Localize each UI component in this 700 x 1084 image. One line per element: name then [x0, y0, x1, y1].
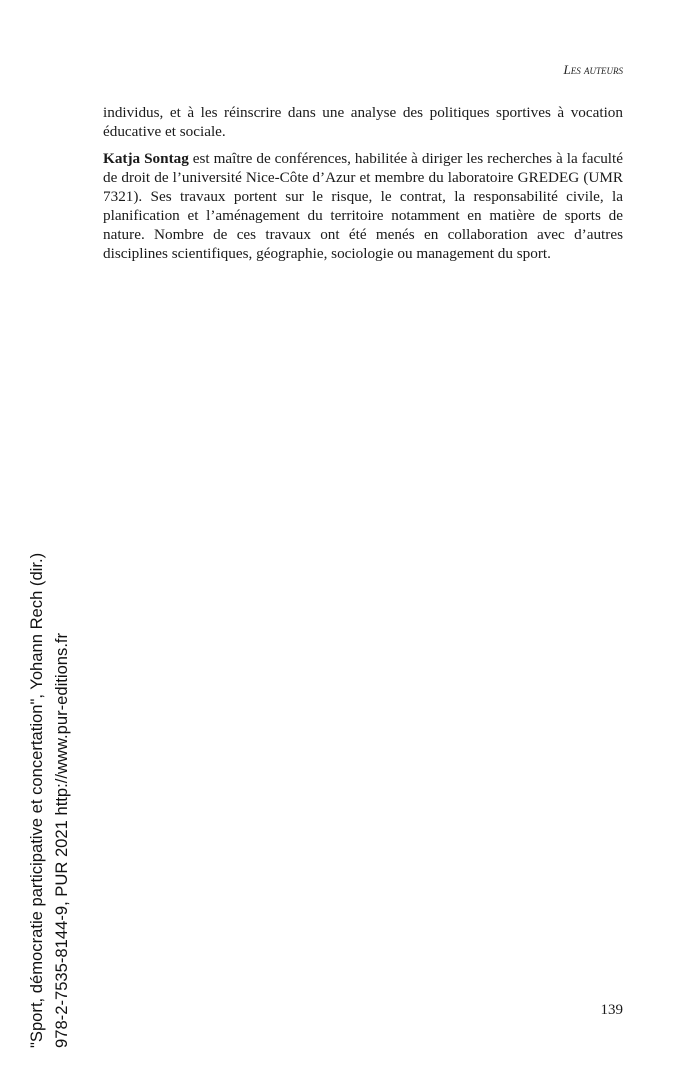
paragraph-1: individus, et à les réinscrire dans une analyse des politiques sportives à vocation éducative et sociale.	[103, 104, 623, 140]
running-head: Les auteurs	[563, 62, 623, 77]
paragraph-2	[103, 149, 623, 263]
author-name: Katja Sontag	[103, 150, 189, 167]
author-bio: est maître de conférences, habilitée à diriger les recherches à la faculté de droit de l’université Nice-Côte d’Azur et membre du laboratoire GREDEG (UMR 7321). Ses travaux portent sur le risque, le contrat, la responsabilité civile, la planification et l’aménagement du territoire notamment en matière de sports de nature. Nombre de ces travaux ont été menés en collaboration avec d’autres disciplines scientifiques, géographie, sociologie ou management du sport.	[103, 150, 623, 262]
page-number: 139	[600, 1002, 623, 1018]
watermark-line-1: "Sport, démocratie participative et concertation", Yohann Rech (dir.)	[27, 552, 46, 1048]
watermark-line-2: 978-2-7535-8144-9, PUR 2021 http://www.pur-editions.fr	[52, 632, 71, 1048]
copyright-watermark	[24, 468, 74, 1048]
body-text	[103, 103, 623, 271]
